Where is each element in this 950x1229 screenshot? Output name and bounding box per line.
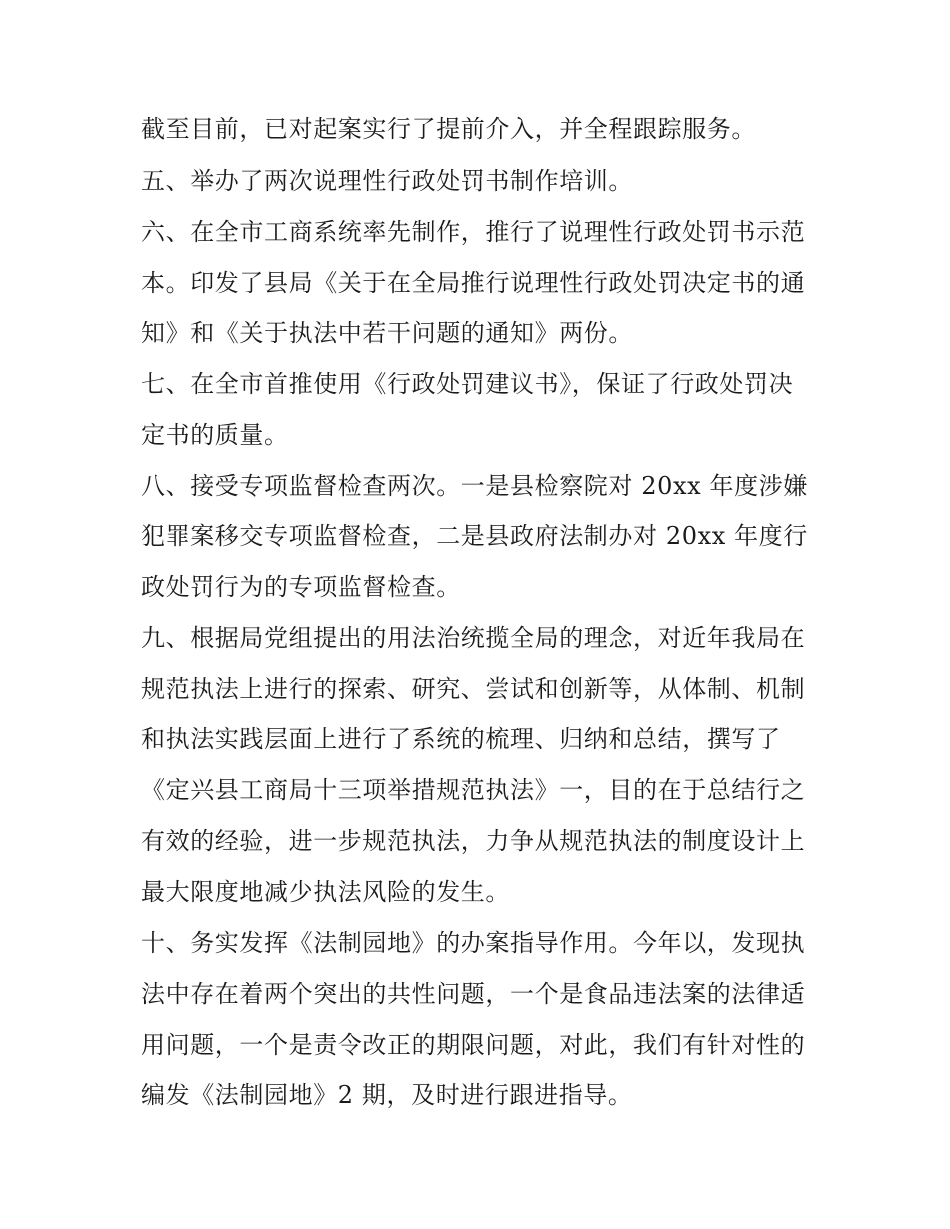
text-line: 知》和《关于执法中若干问题的通知》两份。 [141, 319, 633, 347]
text-line: 本。印发了县局《关于在全局推行说理性行政处罚决定书的通 [141, 269, 806, 297]
text-line: 编发《法制园地》2 期，及时进行跟进指导。 [141, 1081, 633, 1109]
text-line: 截至目前，已对起案实行了提前介入，并全程跟踪服务。 [141, 115, 756, 143]
text-line: 八、接受专项监督检查两次。一是县检察院对 20xx 年度涉嫌 [141, 472, 808, 500]
text-line: 和执法实践层面上进行了系统的梳理、归纳和总结，撰写了 [141, 725, 781, 753]
text-line: 规范执法上进行的探索、研究、尝试和创新等，从体制、机制 [141, 675, 806, 703]
text-line: 法中存在着两个突出的共性问题，一个是食品违法案的法律适 [141, 980, 806, 1008]
text-line: 五、举办了两次说理性行政处罚书制作培训。 [141, 167, 633, 195]
text-line: 政处罚行为的专项监督检查。 [141, 573, 461, 601]
text-line: 有效的经验，进一步规范执法，力争从规范执法的制度设计上 [141, 827, 806, 855]
text-line: 十、务实发挥《法制园地》的办案指导作用。今年以，发现执 [141, 929, 806, 957]
text-line: 七、在全市首推使用《行政处罚建议书》，保证了行政处罚决 [141, 370, 794, 398]
text-line: 最大限度地减少执法风险的发生。 [141, 878, 510, 906]
text-line: 定书的质量。 [141, 421, 289, 449]
text-line: 《定兴县工商局十三项举措规范执法》一，目的在于总结行之 [141, 776, 806, 804]
text-line: 九、根据局党组提出的用法治统揽全局的理念，对近年我局在 [141, 624, 806, 652]
text-line: 犯罪案移交专项监督检查，二是县政府法制办对 20xx 年度行 [141, 522, 808, 550]
text-line: 用问题，一个是责令改正的期限问题，对此，我们有针对性的 [141, 1031, 806, 1059]
text-line: 六、在全市工商系统率先制作，推行了说理性行政处罚书示范 [141, 218, 806, 246]
